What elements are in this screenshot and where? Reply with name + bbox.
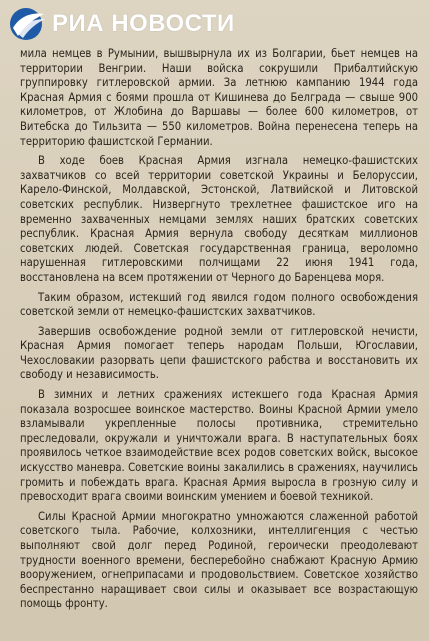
paragraph: Завершив освобождение родной земли от гитлеровской нечисти, Красная Армия помогает теперь народам Польши, Югославии, Чехословакии разорвать цепи фашистского рабства и восстановить их свободу и независимость. (20, 324, 418, 382)
paragraph: Таким образом, истекший год явился годом полного освобождения советской земли от немецко-фашистских захватчиков. (20, 290, 418, 319)
paragraph: Силы Красной Армии многократно умножаются слаженной работой советского тыла. Рабочие, колхозники, интеллигенция с честью выполняют свой долг перед Родиной, героически преодолевают трудности военного времени, бесперебойно снабжают Красную Армию вооружением, огнеприпасами и продовольствием. Советское хозяйство беспрестанно наращивает свои силы и оказывает все возрастающую помощь фронту. (20, 509, 418, 611)
paragraph: мила немцев в Румынии, вышвырнула их из Болгарии, бьет немцев на территории Венгрии. Наши войска сокрушили Прибалтийскую группировку гитлеровской армии. За летнюю кампанию 1944 года Красная Армия с боями прошла от Кишинева до Белграда — свыше 900 километров, от Жлобина до Варшавы — более 600 километров, от Витебска до Тильзита — 550 километров. Война перенесена теперь на территорию фашистской Германии. (20, 47, 418, 148)
ria-novosti-logo (8, 6, 235, 42)
ria-novosti-globe-icon (8, 6, 48, 42)
paragraph: В зимних и летних сражениях истекшего года Красная Армия показала возросшее воинское мастерство. Воины Красной Армии умело взламывали укрепленные полосы противника, стремительно преследовали, окружали и уничтожали врага. В наступательных боях проявилось четкое взаимодействие всех родов советских войск, высокое искусство маневра. Советские воины закалились в сражениях, научились громить и побеждать врага. Красная Армия выросла в грозную силу и превосходит врага своими воинским умением и боевой техникой. (20, 388, 418, 504)
paragraph: В ходе боев Красная Армия изгнала немецко-фашистских захватчиков со всей территории советской Украины и Белоруссии, Карело-Финской, Молдавской, Эстонской, Латвийской и Литовской советских республик. Низвергнуто трехлетнее фашистское иго на временно захваченных немцами землях наших братских советских республик. Красная Армия вернула свободу десяткам миллионов советских людей. Советская государственная граница, вероломно нарушенная гитлеровскими полчищами 22 июня 1941 года, восстановлена на всем протяжении от Черного до Баренцева моря. (20, 154, 418, 284)
logo-text: РИА НОВОСТИ (52, 10, 235, 37)
document-body (20, 47, 418, 617)
